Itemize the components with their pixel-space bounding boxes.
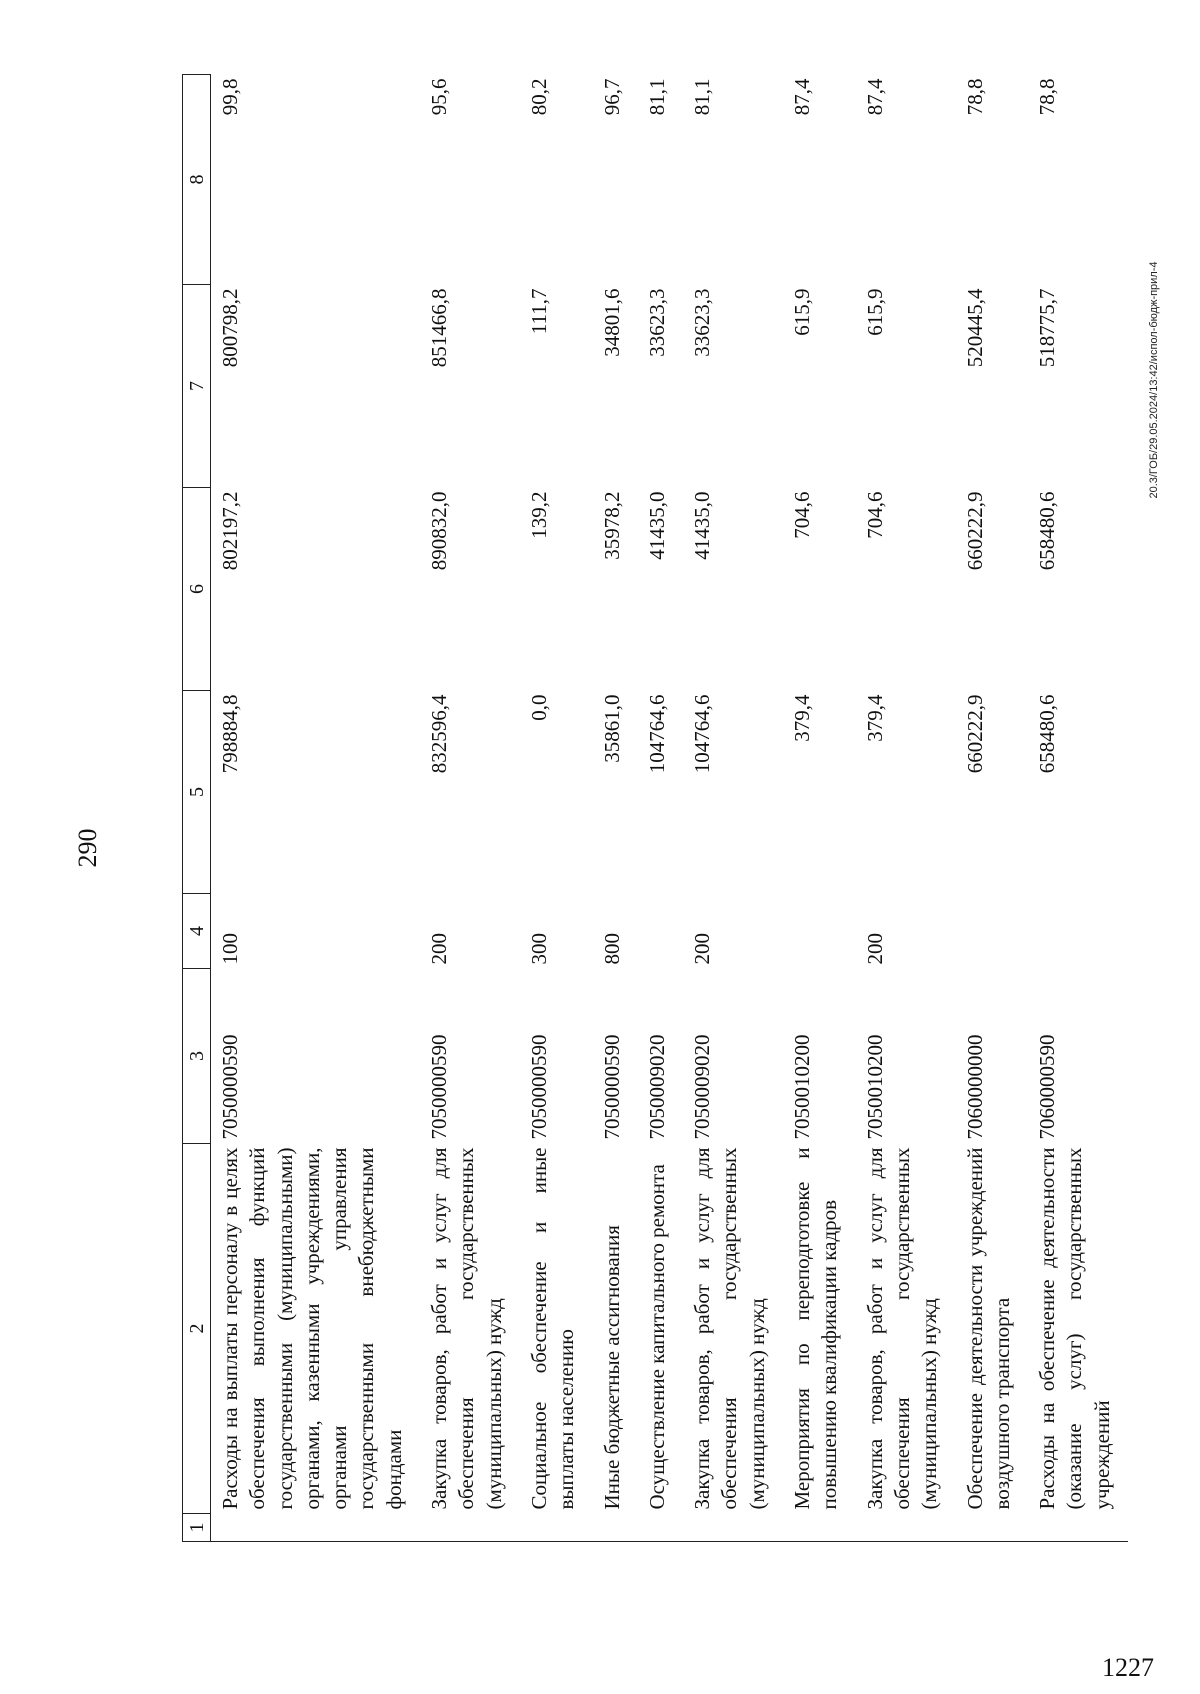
row-number-cell bbox=[856, 1514, 956, 1542]
table-body bbox=[211, 75, 1129, 1542]
value-col7-cell: 33623,3 bbox=[644, 288, 669, 357]
value-col6-cell: 658480,6 bbox=[1035, 491, 1060, 571]
column-header-6: 6 bbox=[183, 488, 211, 691]
percent-col8-cell: 99,8 bbox=[218, 78, 242, 116]
percent-col8-cell: 81,1 bbox=[690, 78, 715, 116]
value-col5-cell: 379,4 bbox=[790, 694, 815, 742]
table-row bbox=[1028, 75, 1128, 1542]
target-code-cell: 7050010200 bbox=[862, 1034, 887, 1140]
expense-type-cell: 200 bbox=[862, 933, 887, 965]
column-header-3: 3 bbox=[183, 969, 211, 1144]
percent-col8-cell: 96,7 bbox=[599, 78, 624, 116]
description-cell: Закупка товаров, работ и услуг для обеспечения государственных (муниципальных) нужд bbox=[427, 1147, 506, 1510]
row-number-cell bbox=[593, 1514, 638, 1542]
row-number-cell bbox=[520, 1514, 593, 1542]
table-row bbox=[683, 75, 783, 1542]
expense-type-cell bbox=[956, 894, 1029, 969]
row-number-cell bbox=[956, 1514, 1029, 1542]
percent-col8-cell: 95,6 bbox=[427, 78, 452, 116]
value-col6-cell: 41435,0 bbox=[690, 491, 715, 560]
row-number-cell bbox=[1028, 1514, 1128, 1542]
row-number-cell bbox=[683, 1514, 783, 1542]
value-col6-cell: 704,6 bbox=[862, 491, 887, 539]
column-header-5: 5 bbox=[183, 691, 211, 894]
value-col7-cell: 800798,2 bbox=[218, 288, 242, 368]
value-col7-cell: 615,9 bbox=[862, 288, 887, 336]
expense-type-cell: 100 bbox=[218, 933, 242, 965]
row-number-cell bbox=[638, 1514, 683, 1542]
value-col7-cell: 518775,7 bbox=[1035, 288, 1060, 368]
description-cell: Социальное обеспечение и иные выплаты населению bbox=[526, 1147, 579, 1510]
value-col5-cell: 660222,9 bbox=[962, 694, 987, 774]
percent-col8-cell: 80,2 bbox=[526, 78, 551, 116]
target-code-cell: 7050009020 bbox=[644, 1034, 669, 1140]
expense-type-cell: 300 bbox=[526, 933, 551, 965]
percent-col8-cell: 87,4 bbox=[862, 78, 887, 116]
expense-type-cell bbox=[783, 894, 856, 969]
row-number-cell bbox=[211, 1514, 421, 1542]
description-cell: Расходы на обеспечение деятельности (оказание услуг) государственных учреждений bbox=[1035, 1147, 1114, 1510]
percent-col8-cell: 81,1 bbox=[644, 78, 669, 116]
value-col6-cell: 890832,0 bbox=[427, 491, 452, 571]
description-cell: Мероприятия по переподготовке и повышению квалификации кадров bbox=[790, 1147, 842, 1510]
table-row bbox=[783, 75, 856, 1542]
target-code-cell: 7050000590 bbox=[427, 1034, 452, 1140]
description-cell: Расходы на выплаты персоналу в целях обеспечения выполнения функций государственными (муниципальными) органами, казенными учреждениями, органами управления государственными внебюджетными фондами bbox=[218, 1147, 406, 1510]
percent-col8-cell: 78,8 bbox=[1035, 78, 1060, 116]
value-col6-cell: 35978,2 bbox=[599, 491, 624, 560]
description-cell: Осуществление капитального ремонта bbox=[644, 1164, 669, 1510]
expense-type-cell bbox=[638, 894, 683, 969]
document-stamp: 20.3/ГОБ/29.05.2024/13:42/испол-бюдж-прил-4 bbox=[1148, 261, 1160, 499]
value-col7-cell: 34801,6 bbox=[599, 288, 624, 357]
table-row bbox=[638, 75, 683, 1542]
target-code-cell: 7060000000 bbox=[962, 1034, 987, 1140]
target-code-cell: 7050010200 bbox=[790, 1034, 815, 1140]
description-cell: Закупка товаров, работ и услуг для обеспечения государственных (муниципальных) нужд bbox=[690, 1147, 769, 1510]
value-col5-cell: 379,4 bbox=[862, 694, 887, 742]
value-col5-cell: 798884,8 bbox=[218, 694, 242, 774]
bottom-page-number: 1227 bbox=[1102, 1653, 1154, 1682]
budget-table bbox=[182, 74, 1128, 1542]
value-col5-cell: 658480,6 bbox=[1035, 694, 1060, 774]
expense-type-cell: 800 bbox=[599, 933, 624, 965]
value-col5-cell: 104764,6 bbox=[690, 694, 715, 774]
target-code-cell: 7060000590 bbox=[1035, 1034, 1060, 1140]
percent-col8-cell: 78,8 bbox=[962, 78, 987, 116]
expense-type-cell bbox=[1028, 894, 1128, 969]
value-col6-cell: 704,6 bbox=[790, 491, 815, 539]
description-cell: Обеспечение деятельности учреждений воздушного транспорта bbox=[962, 1147, 1014, 1510]
value-col7-cell: 851466,8 bbox=[427, 288, 452, 368]
column-header-2: 2 bbox=[183, 1144, 211, 1514]
header-row bbox=[183, 75, 211, 1542]
value-col7-cell: 33623,3 bbox=[690, 288, 715, 357]
description-cell: Закупка товаров, работ и услуг для обеспечения государственных (муниципальных) нужд bbox=[862, 1147, 942, 1510]
value-col7-cell: 520445,4 bbox=[962, 288, 987, 368]
table-row bbox=[856, 75, 956, 1542]
value-col7-cell: 615,9 bbox=[790, 288, 815, 336]
target-code-cell: 7050000590 bbox=[599, 1034, 624, 1140]
row-number-cell bbox=[420, 1514, 520, 1542]
value-col5-cell: 35861,0 bbox=[599, 694, 624, 763]
page-number: 290 bbox=[73, 828, 102, 868]
value-col5-cell: 104764,6 bbox=[644, 694, 669, 774]
target-code-cell: 7050009020 bbox=[690, 1034, 715, 1140]
expense-type-cell: 200 bbox=[427, 933, 452, 965]
rotated-table-container bbox=[182, 75, 1114, 1542]
table-row bbox=[520, 75, 593, 1542]
table-row bbox=[593, 75, 638, 1542]
percent-col8-cell: 87,4 bbox=[790, 78, 815, 116]
value-col6-cell: 660222,9 bbox=[962, 491, 987, 571]
description-cell: Иные бюджетные ассигнования bbox=[599, 1225, 624, 1510]
expense-type-cell: 200 bbox=[690, 933, 715, 965]
table-row bbox=[420, 75, 520, 1542]
value-col6-cell: 802197,2 bbox=[218, 491, 242, 571]
value-col5-cell: 0,0 bbox=[526, 694, 551, 721]
column-header-4: 4 bbox=[183, 894, 211, 969]
row-number-cell bbox=[783, 1514, 856, 1542]
table-row bbox=[956, 75, 1029, 1542]
table-row bbox=[211, 75, 421, 1542]
target-code-cell: 7050000590 bbox=[218, 1034, 242, 1140]
value-col7-cell: 111,7 bbox=[526, 288, 551, 335]
column-header-7: 7 bbox=[183, 285, 211, 488]
value-col6-cell: 139,2 bbox=[526, 491, 551, 539]
target-code-cell: 7050000590 bbox=[526, 1034, 551, 1140]
value-col5-cell: 832596,4 bbox=[427, 694, 452, 774]
value-col6-cell: 41435,0 bbox=[644, 491, 669, 560]
column-header-1: 1 bbox=[183, 1514, 211, 1542]
column-header-8: 8 bbox=[183, 75, 211, 285]
